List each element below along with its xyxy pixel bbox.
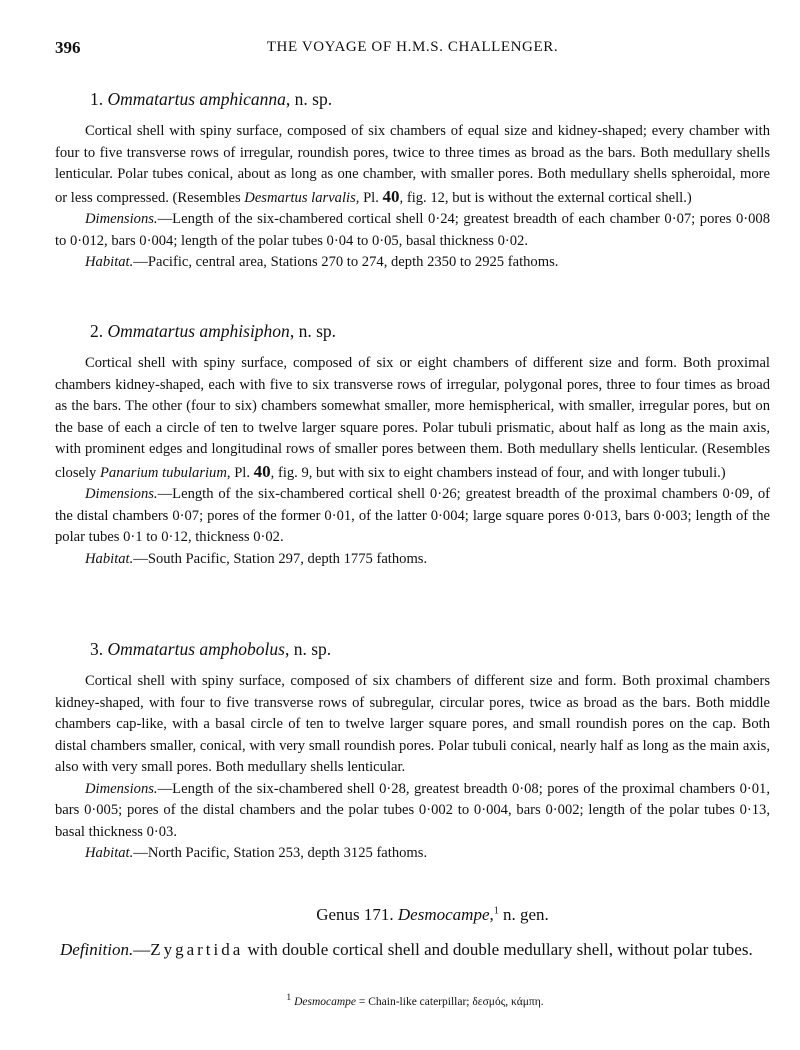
footnote-text: = Chain-like caterpillar; δεσμός, κάμπη. [356, 995, 544, 1008]
footnote-reference: 1 [493, 905, 499, 917]
reference-tail: , fig. 12, but is without the external cortical shell.) [399, 189, 692, 206]
species-dimensions [55, 484, 770, 549]
genus-name: Desmocampe [397, 905, 490, 924]
reference-plate-number: 40 [253, 461, 271, 481]
dimensions-text: —Length of the six-chambered shell 0·28, greatest breadth 0·08; pores of the proximal chambers 0·01, bars 0·005; pores of the distal chambers and the polar tubes 0·002 to 0·004, bars 0·002; length of the polar tubes 0·13, basal thickness 0·03. [55, 780, 770, 840]
species-entry-1 [55, 88, 770, 274]
description-text: Cortical shell with spiny surface, composed of six or eight chambers of different size and form. Both proximal chambers kidney-shaped, each with five to six transverse rows of irregular, polygonal pores, three to four times as broad as the bars. The other (four to six) chambers somewhat smaller, more hemispherical, with smaller, irregular pores, but on the base of each a circle of ten to twelve larger square pores. Polar tubuli prismatic, about half as long as the main axis, with prominent edges and longitudinal rows of smaller pores between them. Both medullary shells lenticular. (Resembles closely [55, 355, 770, 481]
species-habitat [55, 549, 770, 571]
page-number: 396 [55, 38, 81, 57]
definition-dash: — [133, 940, 151, 959]
definition-text: with double cortical shell and double medullary shell, without polar tubes. [243, 940, 753, 959]
species-entry-3 [55, 638, 770, 865]
genus-suffix: n. gen. [498, 905, 549, 924]
species-name: Ommatartus amphobolus [107, 639, 285, 659]
genus-definition [60, 938, 770, 961]
reference-name: Panarium tubularium [100, 464, 227, 481]
dimensions-label: Dimensions. [85, 211, 158, 227]
genus-heading: Genus 171. Desmocampe,$^1$ n. gen. [316, 905, 549, 924]
species-dimensions [55, 779, 770, 844]
species-entry-2 [55, 320, 770, 570]
running-title: THE VOYAGE OF H.M.S. CHALLENGER. [266, 39, 559, 55]
dimensions-label: Dimensions. [85, 780, 158, 797]
species-suffix: , n. sp. [284, 639, 332, 659]
habitat-text: —Pacific, central area, Stations 270 to 274, depth 2350 to 2925 fathoms. [133, 254, 559, 270]
species-name: Ommatartus amphisiphon [107, 321, 290, 341]
footnote-name: Desmocampe [294, 995, 357, 1008]
description-text: Cortical shell with spiny surface, composed of six chambers of different size and form. Both proximal chambers kidney-shaped, with four to five transverse rows of subregular, circular pores, twice as broad as the bars. Both middle chambers cap-like, with a basal circle of ten to twelve larger square pores, and small roundish pores on the cap. Both distal chambers smaller, conical, with very small roundish pores. Polar tubuli conical, nearly half as long as the main axis, also with very small pores. Both medullary shells lenticular. [55, 673, 770, 775]
species-suffix: , n. sp. [285, 89, 333, 109]
species-description [55, 353, 770, 484]
species-number: 3. [90, 639, 104, 659]
species-description [55, 121, 770, 209]
species-suffix: , n. sp. [289, 321, 336, 341]
footnote-mark: 1 [286, 992, 292, 1003]
definition-group: Zygartida [150, 940, 244, 959]
dimensions-text: —Length of the six-chambered cortical shell 0·26; greatest breadth of the proximal chambers 0·09, of the distal chambers 0·07; pores of the former 0·01, of the latter 0·004; large square pores 0·013, bars 0·003; length of the polar tubes 0·1 to 0·12, thickness 0·02. [55, 486, 770, 545]
species-habitat [55, 252, 770, 274]
habitat-text: —North Pacific, Station 253, depth 3125 fathoms. [133, 845, 428, 861]
reference-plate-number: 40 [382, 186, 400, 206]
species-title [90, 638, 770, 660]
species-dimensions [55, 209, 770, 252]
habitat-text: —South Pacific, Station 297, depth 1775 fathoms. [133, 550, 428, 567]
species-title [90, 320, 770, 342]
species-title [90, 88, 770, 110]
dimensions-label: Dimensions. [85, 486, 158, 502]
page-header [55, 38, 770, 62]
habitat-label: Habitat. [85, 550, 134, 567]
reference-plate-prefix: , Pl. [226, 464, 254, 481]
species-description [55, 671, 770, 779]
dimensions-text: —Length of the six-chambered cortical shell 0·24; greatest breadth of each chamber 0·07; pores 0·008 to 0·012, bars 0·004; length of the polar tubes 0·04 to 0·05, basal thickness 0·02. [55, 211, 770, 249]
reference-tail: , fig. 9, but with six to eight chambers instead of four, and with longer tubuli.) [270, 464, 726, 481]
description-text: Cortical shell with spiny surface, composed of six chambers of equal size and kidney-shaped; every chamber with four to five transverse rows of irregular, roundish pores, twice to three times as broad as the bars. Both medullary shells lenticular. Polar tubes conical, about as long as one chamber, with smaller pores. Both medullary shells spheroidal, more or less compressed. (Resembles [55, 123, 770, 206]
reference-plate-prefix: , Pl. [355, 189, 383, 206]
footnote [60, 992, 770, 1008]
habitat-label: Habitat. [85, 845, 134, 861]
species-habitat [55, 843, 770, 865]
reference-name: Desmartus larvalis [244, 189, 356, 206]
species-number: 1. [90, 89, 104, 109]
genus-prefix: Genus 171. [316, 905, 398, 924]
definition-label: Definition. [60, 940, 134, 959]
species-number: 2. [90, 321, 104, 341]
species-name: Ommatartus amphicanna [107, 89, 286, 109]
habitat-label: Habitat. [85, 254, 134, 270]
